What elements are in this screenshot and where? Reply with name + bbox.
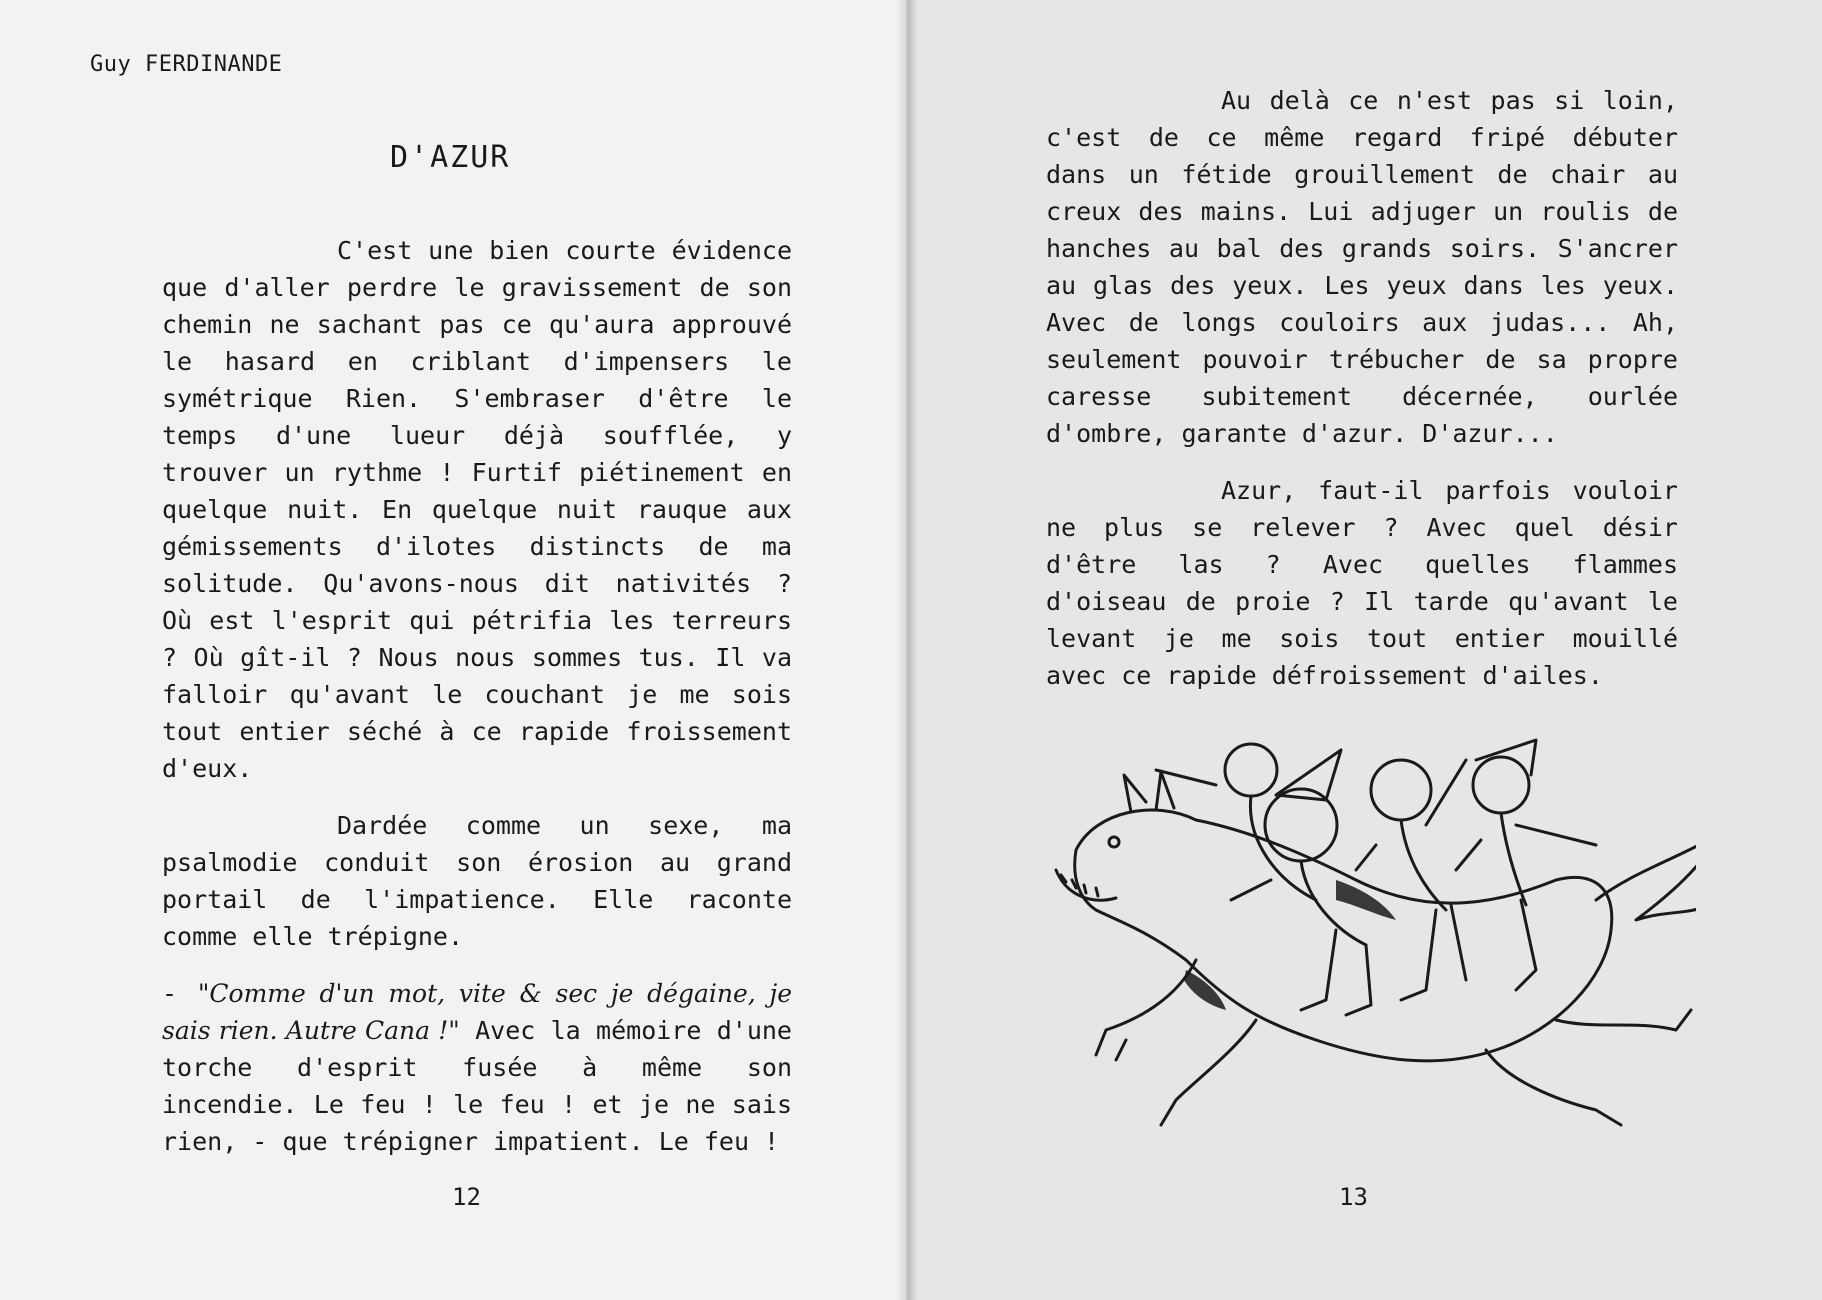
dialogue-quote: "Comme d'un mot, vite & sec je dégaine, je sais rien. Autre Cana !"	[162, 979, 792, 1045]
right-page	[906, 0, 1822, 1300]
dialogue-rest: Avec la mémoire d'une torche d'esprit fusée à même son incendie. Le feu ! le feu ! et je ne sais rien, - que trépigner impatient. Le feu !	[162, 1016, 792, 1156]
dialogue-prefix: -	[162, 979, 198, 1008]
right-text-block	[1046, 82, 1678, 714]
left-page	[0, 0, 906, 1300]
page-number-left: 12	[452, 1183, 481, 1211]
dialogue-paragraph	[162, 975, 792, 1160]
running-header: Guy FERDINANDE	[90, 52, 283, 77]
poem-title: D'AZUR	[390, 140, 511, 175]
page-number-right: 13	[1339, 1183, 1368, 1211]
left-text-block	[162, 232, 792, 1180]
horse-with-riders-drawing	[1036, 730, 1696, 1140]
paragraph: Dardée comme un sexe, ma psalmodie conduit son érosion au grand portail de l'impatience. Elle raconte comme elle trépigne.	[162, 811, 792, 951]
paragraph: C'est une bien courte évidence que d'aller perdre le gravissement de son chemin ne sachant pas ce qu'aura approuvé le hasard en criblant d'impensers le symétrique Rien. S'embraser d'être le temps d'une lueur déjà soufflée, y trouver un rythme ! Furtif piétinement en quelque nuit. En quelque nuit rauque aux gémissements d'ilotes distincts de ma solitude. Qu'avons-nous dit nativités ? Où est l'esprit qui pétrifia les terreurs ? Où gît-il ? Nous nous sommes tus. Il va falloir qu'avant le couchant je me sois tout entier séché à ce rapide froissement d'eux.	[162, 236, 792, 783]
paragraph: Au delà ce n'est pas si loin, c'est de ce même regard fripé débuter dans un fétide grouillement de chair au creux des mains. Lui adjuger un roulis de hanches au bal des grands soirs. S'ancrer au glas des yeux. Les yeux dans les yeux. Avec de longs couloirs aux judas... Ah, seulement pouvoir trébucher de sa propre caresse subitement décernée, ourlée d'ombre, garante d'azur. D'azur...	[1046, 86, 1678, 448]
paragraph: Azur, faut-il parfois vouloir ne plus se relever ? Avec quel désir d'être las ? Avec quelles flammes d'oiseau de proie ? Il tarde qu'avant le levant je me sois tout entier mouillé avec ce rapide défroissement d'ailes.	[1046, 476, 1678, 690]
